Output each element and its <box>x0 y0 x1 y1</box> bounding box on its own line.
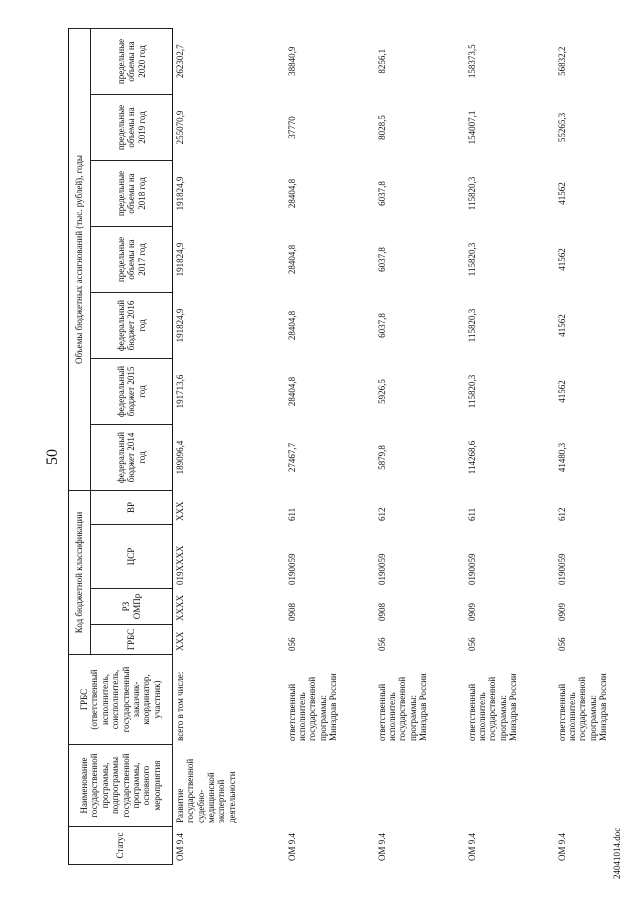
header-grbs-responsible: ГРБС (ответственный исполнитель, соисполнитель, государственный заказчик-координатор, участник) <box>69 655 173 745</box>
header-status: Статус <box>69 827 173 865</box>
cell-2020: 158373,5 <box>466 44 477 79</box>
cell-rz: XXXX <box>175 595 185 621</box>
cell-2015: 115820,3 <box>466 374 477 409</box>
cell-vr: XXX <box>175 501 185 521</box>
cell-2020: 262302,7 <box>175 44 185 79</box>
cell-vr: 611 <box>466 507 477 521</box>
cell-vr: 611 <box>286 507 297 521</box>
cell-2019: 8028,5 <box>376 115 387 140</box>
cell-grbs: 056 <box>556 637 567 651</box>
header-kbk-group: Код бюджетной классификации <box>69 490 91 654</box>
cell-2018: 41562 <box>556 182 567 205</box>
budget-table <box>68 28 640 865</box>
cell-2019: 37770 <box>286 116 297 139</box>
table-row <box>173 28 285 864</box>
table-row <box>375 28 465 864</box>
cell-2016: 28404,8 <box>286 310 297 341</box>
cell-2017: 41562 <box>556 248 567 271</box>
header-2015: федеральный бюджет 2015 год <box>91 358 173 424</box>
cell-responsible: ответственный исполнитель государственной программы: Минздрав России <box>286 673 338 741</box>
cell-2016: 6037,8 <box>376 313 387 338</box>
cell-csr: 0190059 <box>466 553 477 585</box>
cell-name <box>375 745 465 827</box>
cell-2016: 191824,9 <box>175 308 185 343</box>
cell-rz: 0909 <box>556 603 567 621</box>
cell-status: ОМ 9.4 <box>556 832 567 861</box>
cell-2016: 115820,3 <box>466 308 477 343</box>
cell-status: ОМ 9.4 <box>175 832 185 861</box>
header-rz: РЗ ОМПр <box>91 589 173 625</box>
header-grbs: ГРБС <box>91 625 173 655</box>
cell-responsible: ответственный исполнитель государственной программы: Минздрав России <box>466 673 518 741</box>
cell-name <box>465 745 555 827</box>
cell-status: ОМ 9.4 <box>376 832 387 861</box>
cell-status: ОМ 9.4 <box>286 832 297 861</box>
cell-2017: 28404,8 <box>286 244 297 275</box>
cell-2019: 154007,1 <box>466 110 477 145</box>
header-csr: ЦСР <box>91 525 173 589</box>
cell-name <box>285 745 375 827</box>
cell-grbs: 056 <box>286 637 297 651</box>
cell-2018: 6037,8 <box>376 181 387 206</box>
cell-2014: 27467,7 <box>286 442 297 473</box>
cell-2019: 55265,3 <box>556 112 567 143</box>
cell-rz: 0909 <box>466 603 477 621</box>
cell-name <box>555 745 640 827</box>
header-vr: ВР <box>91 490 173 524</box>
cell-name: Развитие государственной судебно-медицинской экспертной деятельности <box>175 758 237 823</box>
cell-csr: 0190059 <box>376 553 387 585</box>
cell-2014: 114268,6 <box>466 440 477 475</box>
cell-2019: 255070,9 <box>175 110 185 145</box>
cell-vr: 612 <box>376 507 387 521</box>
cell-responsible: ответственный исполнитель государственной программы: Минздрав России <box>556 673 608 741</box>
cell-2014: 5879,8 <box>376 445 387 470</box>
header-2019: предельные объемы на 2019 год <box>91 94 173 160</box>
header-name: Наименование государственной программы, подпрограммы государственной программы, основного мероприятия <box>69 745 173 827</box>
cell-2020: 56832,2 <box>556 46 567 76</box>
cell-2016: 41562 <box>556 314 567 337</box>
cell-vr: 612 <box>556 507 567 521</box>
cell-csr: 0190059 <box>286 553 297 585</box>
cell-rz: 0908 <box>286 603 297 621</box>
footer-filename: 24041014.doc <box>612 827 622 879</box>
cell-csr: 019XXXX <box>175 545 185 585</box>
cell-2015: 191713,6 <box>175 374 185 409</box>
table-row <box>285 28 375 864</box>
cell-responsible: ответственный исполнитель государственной программы: Минздрав России <box>376 673 428 741</box>
cell-grbs: 056 <box>376 637 387 651</box>
header-2016: федеральный бюджет 2016 год <box>91 292 173 358</box>
cell-2014: 189096,4 <box>175 440 185 475</box>
cell-2017: 191824,9 <box>175 242 185 277</box>
cell-2020: 8256,1 <box>376 48 387 74</box>
header-2018: предельные объемы на 2018 год <box>91 160 173 226</box>
cell-2017: 6037,8 <box>376 247 387 272</box>
cell-rz: 0908 <box>376 603 387 621</box>
cell-status: ОМ 9.4 <box>466 832 477 861</box>
table-row <box>555 28 640 864</box>
cell-responsible: всего в том числе: <box>175 671 185 741</box>
cell-2017: 115820,3 <box>466 242 477 277</box>
cell-2020: 38840,9 <box>286 46 297 76</box>
cell-2015: 28404,8 <box>286 376 297 407</box>
cell-2015: 41562 <box>556 380 567 403</box>
cell-csr: 0190059 <box>556 553 567 585</box>
header-budget-group: Объемы бюджетных ассигнований (тыс. рублей), годы <box>69 28 91 490</box>
cell-2014: 41480,3 <box>556 442 567 473</box>
cell-2018: 28404,8 <box>286 178 297 209</box>
cell-2018: 191824,9 <box>175 176 185 211</box>
header-2020: предельные объемы на 2020 год <box>91 28 173 94</box>
header-2017: предельные объемы на 2017 год <box>91 226 173 292</box>
cell-2015: 5926,5 <box>376 379 387 404</box>
table-row <box>465 28 555 864</box>
page-number: 50 <box>44 449 61 465</box>
cell-grbs: 056 <box>466 637 477 651</box>
cell-2018: 115820,3 <box>466 176 477 211</box>
header-2014: федеральный бюджет 2014 год <box>91 424 173 490</box>
cell-grbs: XXX <box>175 631 185 651</box>
